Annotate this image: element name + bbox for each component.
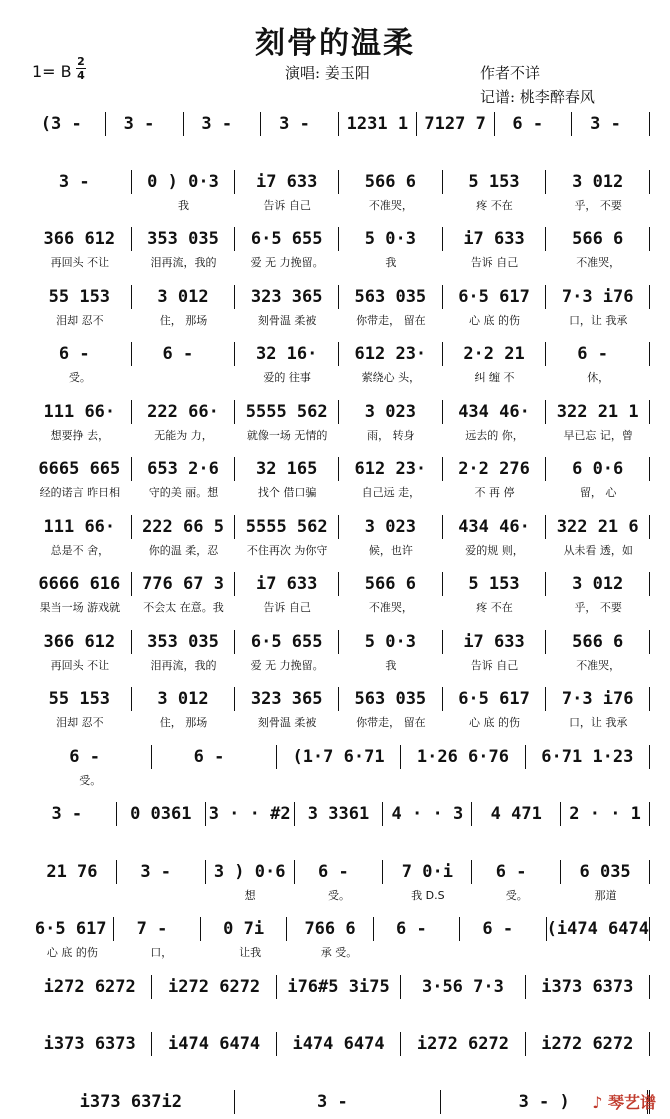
measure: 323 365 <box>234 285 338 309</box>
measure: i272 6272 <box>43 976 136 997</box>
lyrics-line <box>28 369 650 385</box>
lyric-segment: 想 <box>244 888 256 902</box>
measure: 0 0361 <box>116 802 205 826</box>
measure: 6·5 617 <box>34 919 107 939</box>
lyric-segment <box>401 772 525 788</box>
lyric-segment: 口，让 我承 <box>568 716 628 729</box>
lyrics-line <box>28 542 650 558</box>
measure: 7 0·i <box>382 860 471 884</box>
lyric-segment: 泪再流，我的 <box>150 658 217 672</box>
lyric-segment: 远去的 你， <box>465 428 524 442</box>
lyric-segment: 萦绕心 头， <box>361 371 421 384</box>
measure: 776 67 3 <box>131 572 235 596</box>
lyric-segment: 我 <box>178 198 189 212</box>
lyric-segment: 疼 不在 <box>476 198 513 212</box>
measure: 6 035 <box>560 860 650 884</box>
notes-line <box>28 227 650 251</box>
notes-line <box>28 170 650 194</box>
measure: i474 6474 <box>276 1032 400 1056</box>
measure: 6·71 1·23 <box>525 745 650 769</box>
notes-line <box>28 630 650 654</box>
lyric-segment: 候，也许 <box>368 543 413 557</box>
lyric-segment: 总是不 舍， <box>50 543 110 557</box>
lyric-segment: 从未看 透，如 <box>563 543 633 557</box>
lyrics-line <box>28 484 650 500</box>
measure: 5 0·3 <box>338 227 442 251</box>
lyrics-line <box>28 254 650 270</box>
measure: 32 16· <box>234 342 338 366</box>
lyric-segment: 爱的 往事 <box>263 371 311 384</box>
lyric-segment: 泪却 忍不 <box>56 716 104 729</box>
time-signature <box>76 56 86 81</box>
lyric-segment: 让我 <box>239 946 262 959</box>
lyric-segment: 再回头 不让 <box>50 256 110 269</box>
lyric-segment <box>526 772 650 788</box>
measure: 2·2 276 <box>442 457 546 481</box>
measure: 6 - <box>494 112 572 136</box>
lyric-segment: 受。 <box>79 773 102 787</box>
lyric-segment: 受。 <box>328 888 350 902</box>
measure: i373 637i2 <box>79 1091 183 1112</box>
measure: 7127 7 <box>416 112 494 136</box>
measure: 366 612 <box>43 229 116 249</box>
measure: 6·5 655 <box>234 227 338 251</box>
measure: 3·56 7·3 <box>400 975 524 999</box>
watermark <box>592 1090 656 1113</box>
measure: 32 165 <box>234 457 338 481</box>
lyrics-line <box>28 714 650 730</box>
lyric-segment: 你带走， 留在 <box>356 716 426 729</box>
lyric-segment: 经的诺言 昨日相 <box>39 486 121 499</box>
lyric-segment: 无能为 力， <box>154 428 213 442</box>
lyric-segment: 承 受。 <box>320 946 358 959</box>
measure: 55 153 <box>48 286 111 307</box>
key-signature: 1= B <box>32 62 72 81</box>
measure: 0 7i <box>200 917 286 941</box>
measure: 1·26 6·76 <box>400 745 524 769</box>
lyric-segment: 那道 <box>594 888 617 902</box>
lyric-segment: 就像一场 无情的 <box>246 428 328 442</box>
lyric-segment: 找个 借口骗 <box>257 486 317 499</box>
lyric-segment: 泪再流，我的 <box>150 256 217 269</box>
lyric-segment: 我 <box>385 256 397 269</box>
lyric-segment: 再回头 不让 <box>50 658 110 672</box>
measure: 3 012 <box>545 170 650 194</box>
lyric-segment: 疼 不在 <box>476 601 513 614</box>
measure: 7 - <box>113 917 199 941</box>
notes-line <box>28 745 650 769</box>
measure: 6·5 617 <box>442 285 546 309</box>
lyric-segment: 留， 心 <box>579 486 617 499</box>
measure: 563 035 <box>338 687 442 711</box>
measure: 3 - ) <box>440 1090 650 1114</box>
notes-line <box>28 1090 650 1114</box>
notes-line <box>28 515 650 539</box>
measure: 322 21 1 <box>545 400 650 424</box>
lyric-segment: 住， 那场 <box>159 716 208 729</box>
measure: 434 46· <box>442 515 546 539</box>
lyric-segment <box>28 197 132 213</box>
notes-line <box>28 112 650 136</box>
lyric-segment: 我 <box>385 658 397 672</box>
measure: 566 6 <box>545 227 650 251</box>
lyric-segment <box>277 772 401 788</box>
notes-line <box>28 802 650 826</box>
lyric-segment: 纠 缠 不 <box>474 371 515 384</box>
measure: 6 - <box>459 917 545 941</box>
measure: 434 46· <box>442 400 546 424</box>
measure: 4 471 <box>471 802 560 826</box>
measure: i7 633 <box>234 572 338 596</box>
lyric-segment: 自己远 走， <box>361 486 421 499</box>
lyrics-line <box>28 657 650 673</box>
lyric-segment: 你的温 柔，忍 <box>148 543 219 557</box>
measure: 3 - <box>234 1090 441 1114</box>
measure: 5 153 <box>442 170 546 194</box>
notes-line <box>28 400 650 424</box>
measure: 6 - <box>471 860 560 884</box>
music-logo-icon: ♪ <box>592 1093 603 1112</box>
lyric-segment: 不会太 在意。我 <box>143 601 224 614</box>
lyric-segment: 不住再次 为你守 <box>246 543 328 557</box>
measure: i373 6373 <box>43 1034 136 1054</box>
measure: 353 035 <box>131 630 235 654</box>
lyric-segment: 告诉 自己 <box>263 601 311 614</box>
lyric-segment: 爱 无 力挽留。 <box>250 658 324 672</box>
measure: 5 0·3 <box>338 630 442 654</box>
measure: i272 6272 <box>525 1032 650 1056</box>
measure: 6665 665 <box>38 459 121 479</box>
measure: 3 023 <box>338 400 442 424</box>
lyric-segment: 守的美 丽。想 <box>148 486 219 499</box>
lyric-segment: 果当一场 游戏就 <box>39 601 121 614</box>
measure: 21 76 <box>46 861 98 882</box>
measure: i373 6373 <box>525 975 650 999</box>
measure: i7 633 <box>234 170 338 194</box>
notes-line <box>28 917 650 941</box>
transcriber-credit: 记谱: 桃李醉春风 <box>480 88 595 106</box>
lyric-segment: 想要挣 去， <box>50 428 110 442</box>
measure: 111 66· <box>43 401 116 422</box>
measure: 0 ) 0·3 <box>131 170 235 194</box>
lyric-segment: 心 底 的伤 <box>469 313 521 327</box>
measure: 3 - <box>183 112 261 136</box>
lyrics-line <box>28 599 650 615</box>
measure: 3 3361 <box>294 802 383 826</box>
measure: 563 035 <box>338 285 442 309</box>
measure: 3 023 <box>338 515 442 539</box>
measure: 222 66 5 <box>131 515 235 539</box>
measure: 6 - <box>151 745 275 769</box>
measure: 566 6 <box>545 630 650 654</box>
measure: 5 153 <box>442 572 546 596</box>
measure: 3 - <box>571 112 650 136</box>
measure: 3 012 <box>131 285 235 309</box>
measure: 3 - <box>51 804 93 824</box>
measure: 111 66· <box>43 516 116 537</box>
lyric-segment: 早已忘 记，曾 <box>563 428 633 442</box>
lyrics-line <box>28 197 650 213</box>
measure: 3 ) 0·6 <box>205 860 294 884</box>
measure: 6 - <box>294 860 383 884</box>
measure: 5555 562 <box>234 400 338 424</box>
measure: 55 153 <box>48 689 111 709</box>
lyric-segment: 你带走， 留在 <box>356 313 426 327</box>
measure: 3 012 <box>131 687 235 711</box>
lyric-segment: 告诉 自己 <box>470 256 519 269</box>
measure: 3 · · #2 <box>205 802 294 826</box>
lyric-segment <box>117 887 206 903</box>
notes-line <box>28 285 650 309</box>
lyric-segment <box>152 772 276 788</box>
lyrics-line <box>28 427 650 443</box>
measure: 7·3 i76 <box>545 285 650 309</box>
measure: 4 · · 3 <box>382 802 471 826</box>
lyric-segment: 心 底 的伤 <box>469 716 521 729</box>
lyric-segment: 不准哭， <box>368 601 413 614</box>
measure: 3 012 <box>545 572 650 596</box>
lyric-segment: 爱的规 则， <box>465 543 524 557</box>
lyric-segment <box>561 944 650 960</box>
measure: i272 6272 <box>400 1032 524 1056</box>
measure: 1231 1 <box>338 112 416 136</box>
lyric-segment: 刻骨温 柔被 <box>257 313 317 327</box>
measure: i272 6272 <box>151 975 275 999</box>
notes-line <box>28 572 650 596</box>
measure: i474 6474 <box>151 1032 275 1056</box>
measure: 366 612 <box>43 631 116 652</box>
measure: 322 21 6 <box>545 515 650 539</box>
lyric-segment: 不 再 停 <box>474 486 515 499</box>
lyric-segment: 乎， 不要 <box>574 601 622 614</box>
lyric-segment: 泪却 忍不 <box>56 313 104 327</box>
lyric-segment: 受。 <box>68 371 91 384</box>
measure: 3 - <box>260 112 338 136</box>
lyrics-line <box>28 772 650 788</box>
lyric-segment: 不准哭， <box>576 256 621 269</box>
measure: 6·5 655 <box>234 630 338 654</box>
measure: 6 - <box>373 917 459 941</box>
measure: (i474 6474 <box>546 919 649 939</box>
measure: 2·2 21 <box>442 342 546 366</box>
watermark-logo: 琴艺谱 <box>607 1093 656 1112</box>
notes-line <box>28 687 650 711</box>
notes-line <box>28 1032 650 1056</box>
measure: 6 - <box>131 342 235 366</box>
measure: 323 365 <box>234 687 338 711</box>
measure: (3 - <box>40 114 92 134</box>
measure: i7 633 <box>442 630 546 654</box>
lyric-segment: 心 底 的伤 <box>46 946 98 959</box>
measure: 566 6 <box>338 170 442 194</box>
lyric-segment: 告诉 自己 <box>263 198 311 212</box>
measure: 222 66· <box>131 400 235 424</box>
singer-credit: 演唱: 姜玉阳 <box>285 64 370 82</box>
measure: 2 · · 1 <box>560 802 650 826</box>
measure: 6·5 617 <box>442 687 546 711</box>
lyrics-line <box>28 887 650 903</box>
lyric-segment: 住， 那场 <box>159 313 208 327</box>
lyric-segment: 刻骨温 柔被 <box>257 716 317 729</box>
lyric-segment: 受。 <box>505 888 528 902</box>
measure: 6666 616 <box>38 574 121 594</box>
measure: 6 - <box>58 344 100 364</box>
time-signature-bottom: 4 <box>77 69 85 82</box>
lyric-segment: 不准哭， <box>576 658 621 672</box>
measure: 6 - <box>545 342 650 366</box>
page-title: 刻骨的温柔 <box>255 26 415 61</box>
lyric-segment: 爱 无 力挽留。 <box>250 256 324 269</box>
measure: 653 2·6 <box>131 457 235 481</box>
lyric-segment: 告诉 自己 <box>470 658 519 672</box>
measure: 3 - <box>105 112 183 136</box>
composer-credit: 作者不详 <box>480 64 541 82</box>
lyrics-line <box>28 944 650 960</box>
lyric-segment: 我 D.S <box>411 888 445 902</box>
lyric-segment: 休， <box>587 371 610 384</box>
notes-line <box>28 342 650 366</box>
lyric-segment <box>472 944 561 960</box>
lyric-segment: 乎， 不要 <box>574 198 622 212</box>
lyric-segment <box>132 369 236 385</box>
measure: 353 035 <box>131 227 235 251</box>
measure: i76#5 3i75 <box>276 975 400 999</box>
lyric-segment: 雨， 转身 <box>367 428 415 442</box>
measure: 3 - <box>116 860 205 884</box>
measure: 7·3 i76 <box>545 687 650 711</box>
notes-line <box>28 457 650 481</box>
measure: 3 - <box>58 171 100 192</box>
measure: 6 - <box>69 746 111 767</box>
measure: 5555 562 <box>234 515 338 539</box>
notes-line <box>28 975 650 999</box>
measure: i7 633 <box>442 227 546 251</box>
lyric-segment: 口， <box>150 946 173 959</box>
measure: (1·7 6·71 <box>276 745 400 769</box>
lyric-segment: 口，让 我承 <box>568 313 628 327</box>
notes-line <box>28 860 650 884</box>
lyric-segment: 不准哭， <box>368 198 413 212</box>
measure: 566 6 <box>338 572 442 596</box>
time-signature-top: 2 <box>77 55 85 68</box>
measure: 612 23· <box>338 342 442 366</box>
measure: 612 23· <box>338 457 442 481</box>
lyric-segment <box>383 944 472 960</box>
measure: 6 0·6 <box>545 457 650 481</box>
lyric-segment <box>28 887 117 903</box>
lyrics-line <box>28 312 650 328</box>
measure: 766 6 <box>286 917 372 941</box>
